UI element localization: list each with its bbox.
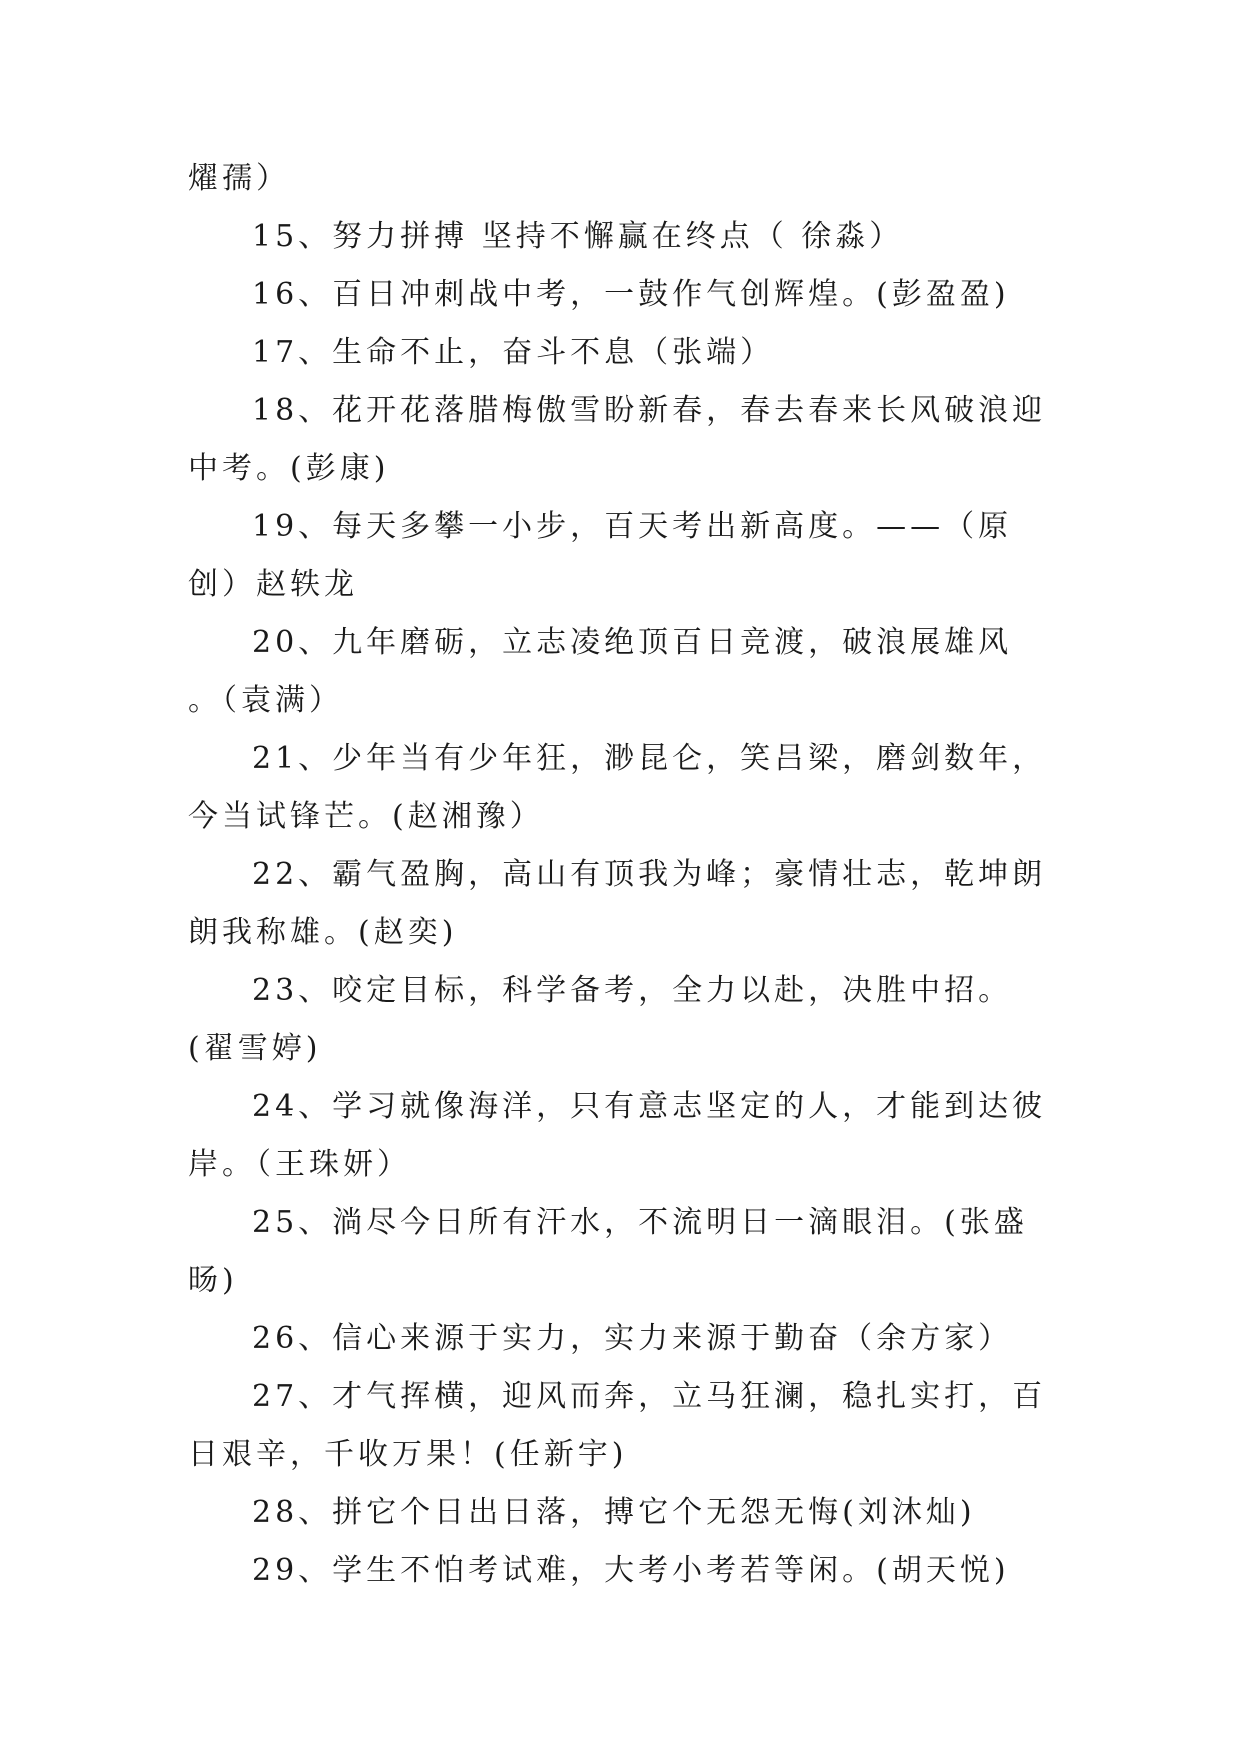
paragraph-item-23: 23、咬定目标，科学备考，全力以赴，决胜中招。(翟雪婷) [188, 973, 1013, 1066]
paragraph-item-18: 18、花开花落腊梅傲雪盼新春，春去春来长风破浪迎中考。(彭康) [188, 393, 1047, 486]
paragraph-item-26: 26、信心来源于实力，实力来源于勤奋（余方家） [252, 1321, 1013, 1356]
paragraph-item-28: 28、拼它个日出日落，搏它个无怨无悔(刘沐灿) [252, 1495, 976, 1530]
paragraph-item-22: 22、霸气盈胸，高山有顶我为峰；豪情壮志，乾坤朗朗我称雄。(赵奕) [188, 857, 1047, 950]
paragraph-item-25: 25、淌尽今日所有汗水，不流明日一滴眼泪。(张盛旸) [188, 1205, 1028, 1298]
paragraph-item-24: 24、学习就像海洋，只有意志坚定的人，才能到达彼岸。（王珠妍） [188, 1089, 1047, 1182]
paragraph-item-16: 16、百日冲刺战中考，一鼓作气创辉煌。(彭盈盈) [252, 277, 1010, 312]
paragraph-item-19: 19、每天多攀一小步，百天考出新高度。——（原创）赵轶龙 [188, 509, 1013, 602]
paragraph-item-20: 20、九年磨砺，立志凌绝顶百日竞渡，破浪展雄风 。（袁满） [188, 625, 1013, 718]
paragraph-item-27: 27、才气挥横，迎风而奔，立马狂澜，稳扎实打，百日艰辛，千收万果！(任新宇) [188, 1379, 1047, 1472]
paragraph-item-21: 21、少年当有少年狂，渺昆仑，笑吕梁，磨剑数年，今当试锋芒。(赵湘豫） [188, 741, 1047, 834]
paragraph-item-15: 15、努力拼搏 坚持不懈赢在终点（ 徐淼） [252, 219, 904, 254]
document-body [188, 150, 1048, 1600]
paragraph-item-29: 29、学生不怕考试难，大考小考若等闲。(胡天悦) [252, 1553, 1010, 1588]
paragraph-continuation: 燿孺） [188, 161, 290, 196]
paragraph-item-17: 17、生命不止，奋斗不息（张端） [252, 335, 775, 370]
